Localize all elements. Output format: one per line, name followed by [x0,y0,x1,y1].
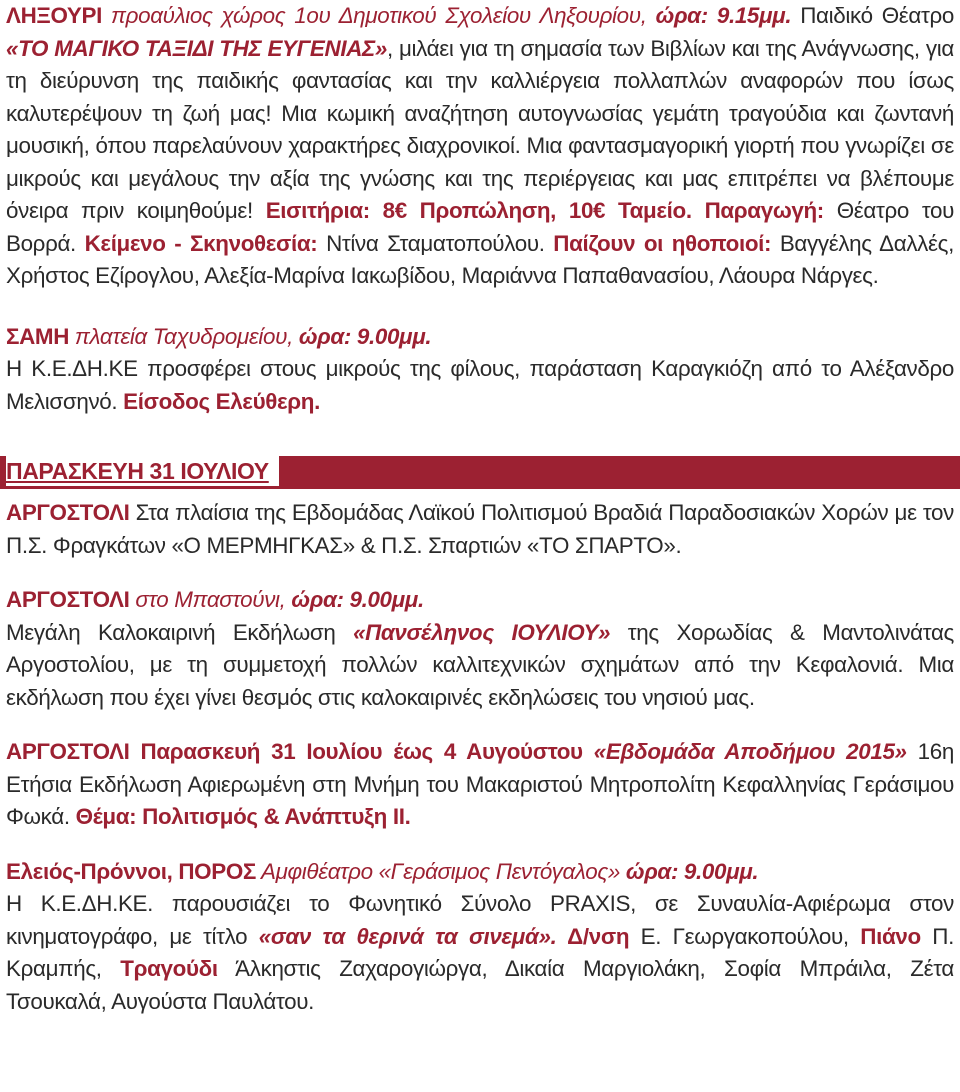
event-time: ώρα: 9.15μμ. [655,3,792,28]
spacer [6,293,954,321]
vocal-label: Τραγούδι [120,956,218,981]
event-venue: στο Μπαστούνι, [129,587,292,612]
event-entry: Είσοδος Ελεύθερη. [123,388,320,414]
event-venue: προαύλιος χώρος 1ου Δημοτικού Σχολείου Ληξουρίου, [101,3,656,28]
event-tickets: Εισιτήρια: 8€ Προπώληση, 10€ Ταμείο. [265,198,692,223]
production-value: Θέατρο του Βορρά. [6,198,954,256]
event-title: «σαν τα θερινά τα σινεμά». [258,923,557,949]
event-argostoli-dances [6,497,954,562]
day-header: ΠΑΡΑΣΚΕΥΗ 31 ΙΟΥΛΙΟΥ [6,456,279,486]
spacer [6,562,954,584]
vocal-value: Άλκηστις Ζαχαρογιώργα, Δικαία Μαργιολάκη, Σοφία Μπράιλα, Ζέτα Τσουκαλά, Αυγούστα Παυλάτου. [6,956,954,1014]
event-text: της Χορωδίας & Μαντολινάτας Αργοστολίου, με τη συμμετοχή πολλών καλλιτεχνικών σχημάτων από την Κεφαλονιά. Μια εκδήλωση που έχει γίνει θεσμός στις καλοκαιρινές εκδηλώσεις του νησιού μας. [6,619,954,710]
event-text: Η Κ.Ε.ΔΗ.ΚΕ προσφέρει στους μικρούς της φίλους, παράσταση Καραγκιόζη από το Αλέξανδρο Μελισσηνό. [6,356,954,414]
event-dates: Παρασκευή 31 Ιουλίου έως 4 Αυγούστου [129,739,594,764]
event-time: ώρα: 9.00μμ. [625,858,759,884]
spacer [6,834,954,856]
event-argostoli-full-moon [6,584,954,714]
event-title: «Πανσέληνος ΙΟΥΛΙΟΥ» [353,619,611,645]
event-place: Ελειός-Πρόννοι, ΠΟΡΟΣ [6,858,256,884]
spacer [6,714,954,736]
event-place: ΑΡΓΟΣΤΟΛΙ [6,739,130,764]
event-time: ώρα: 9.00μμ. [298,323,432,349]
conductor-value: Ε. Γεωργακοπούλου, [629,923,861,949]
event-title: «ΤΟ ΜΑΓΙΚΟ ΤΑΞΙΔΙ ΤΗΣ ΕΥΓΕΝΙΑΣ» [6,35,387,61]
event-argostoli-apodimos [6,736,954,834]
event-venue: Αμφιθέατρο «Γεράσιμος Πεντόγαλος» [255,858,626,884]
event-text: Παιδικό Θέατρο [800,3,954,28]
event-theme: Θέμα: Πολιτισμός & Ανάπτυξη ΙΙ. [75,804,411,829]
spacer [6,418,954,446]
event-time: ώρα: 9.00μμ. [291,587,424,612]
event-sami [6,321,954,419]
event-text: Στα πλαίσια της Εβδομάδας Λαϊκού Πολιτισμού Βραδιά Παραδοσιακών Χορών με τον Π.Σ. Φραγκάτων «Ο ΜΕΡΜΗΓΚΑΣ» & Π.Σ. Σπαρτιών «ΤΟ ΣΠΑΡΤΟ». [6,500,954,558]
direction-value: Ντίνα Σταματοπούλου. [317,230,554,256]
event-place: ΛΗΞΟΥΡΙ [6,3,102,28]
event-place: ΑΡΓΟΣΤΟΛΙ [6,587,130,612]
conductor-label: Δ/νση [556,923,630,949]
event-text: Μεγάλη Καλοκαιρινή Εκδήλωση [6,619,354,645]
event-lixouri [6,0,954,293]
event-text: 16η Ετήσια Εκδήλωση Αφιερωμένη στη Μνήμη του Μακαριστού Μητροπολίτη Κεφαλληνίας Γεράσιμου Φωκά. [6,739,954,829]
event-title: «Εβδομάδα Αποδήμου 2015» [593,739,907,764]
direction-label: Κείμενο - Σκηνοθεσία: [84,230,318,256]
piano-label: Πιάνο [860,923,921,949]
cast-label: Παίζουν οι ηθοποιοί: [553,230,772,256]
event-poros [6,856,954,1019]
event-text: Η Κ.Ε.ΔΗ.ΚΕ. παρουσιάζει το Φωνητικό Σύνολο PRAXIS, σε Συναυλία-Αφιέρωμα στον κινηματογράφο, με τίτλο [6,891,954,949]
cast-value: Βαγγέλης Δαλλές, Χρήστος Εζίρογλου, Αλεξία-Μαρίνα Ιακωβίδου, Μαριάννα Παπαθανασίου, Λάουρα Νάργες. [6,230,954,288]
day-header-banner [0,456,960,489]
piano-value: Π. Κραμπής, [6,923,955,981]
event-place: ΑΡΓΟΣΤΟΛΙ [6,500,130,525]
event-place: ΣΑΜΗ [6,323,70,349]
production-label: Παραγωγή: [691,198,824,223]
event-text: , μιλάει για τη σημασία των Βιβλίων και της Ανάγνωσης, για τη διεύρυνση της παιδικής φαντασίας και την καλλιέργεια πολλαπλών αναφορών που ίσως καλυτερέψουν τη ζωή μας! Μια κωμική αναζήτηση αυτογνωσίας γεμάτη τραγούδια και ζωντανή μουσική, όπου παρελαύνουν χαρακτήρες διαχρονικοί. Μια φαντασμαγορική γιορτή που γνωρίζει σε μικρούς και μεγάλους την αξία της γνώσης και της περιέργειας και μας επιτρέπει να βλέπουμε όνειρα πριν κοιμηθούμε! [6,35,954,223]
event-venue: πλατεία Ταχυδρομείου, [69,323,299,349]
